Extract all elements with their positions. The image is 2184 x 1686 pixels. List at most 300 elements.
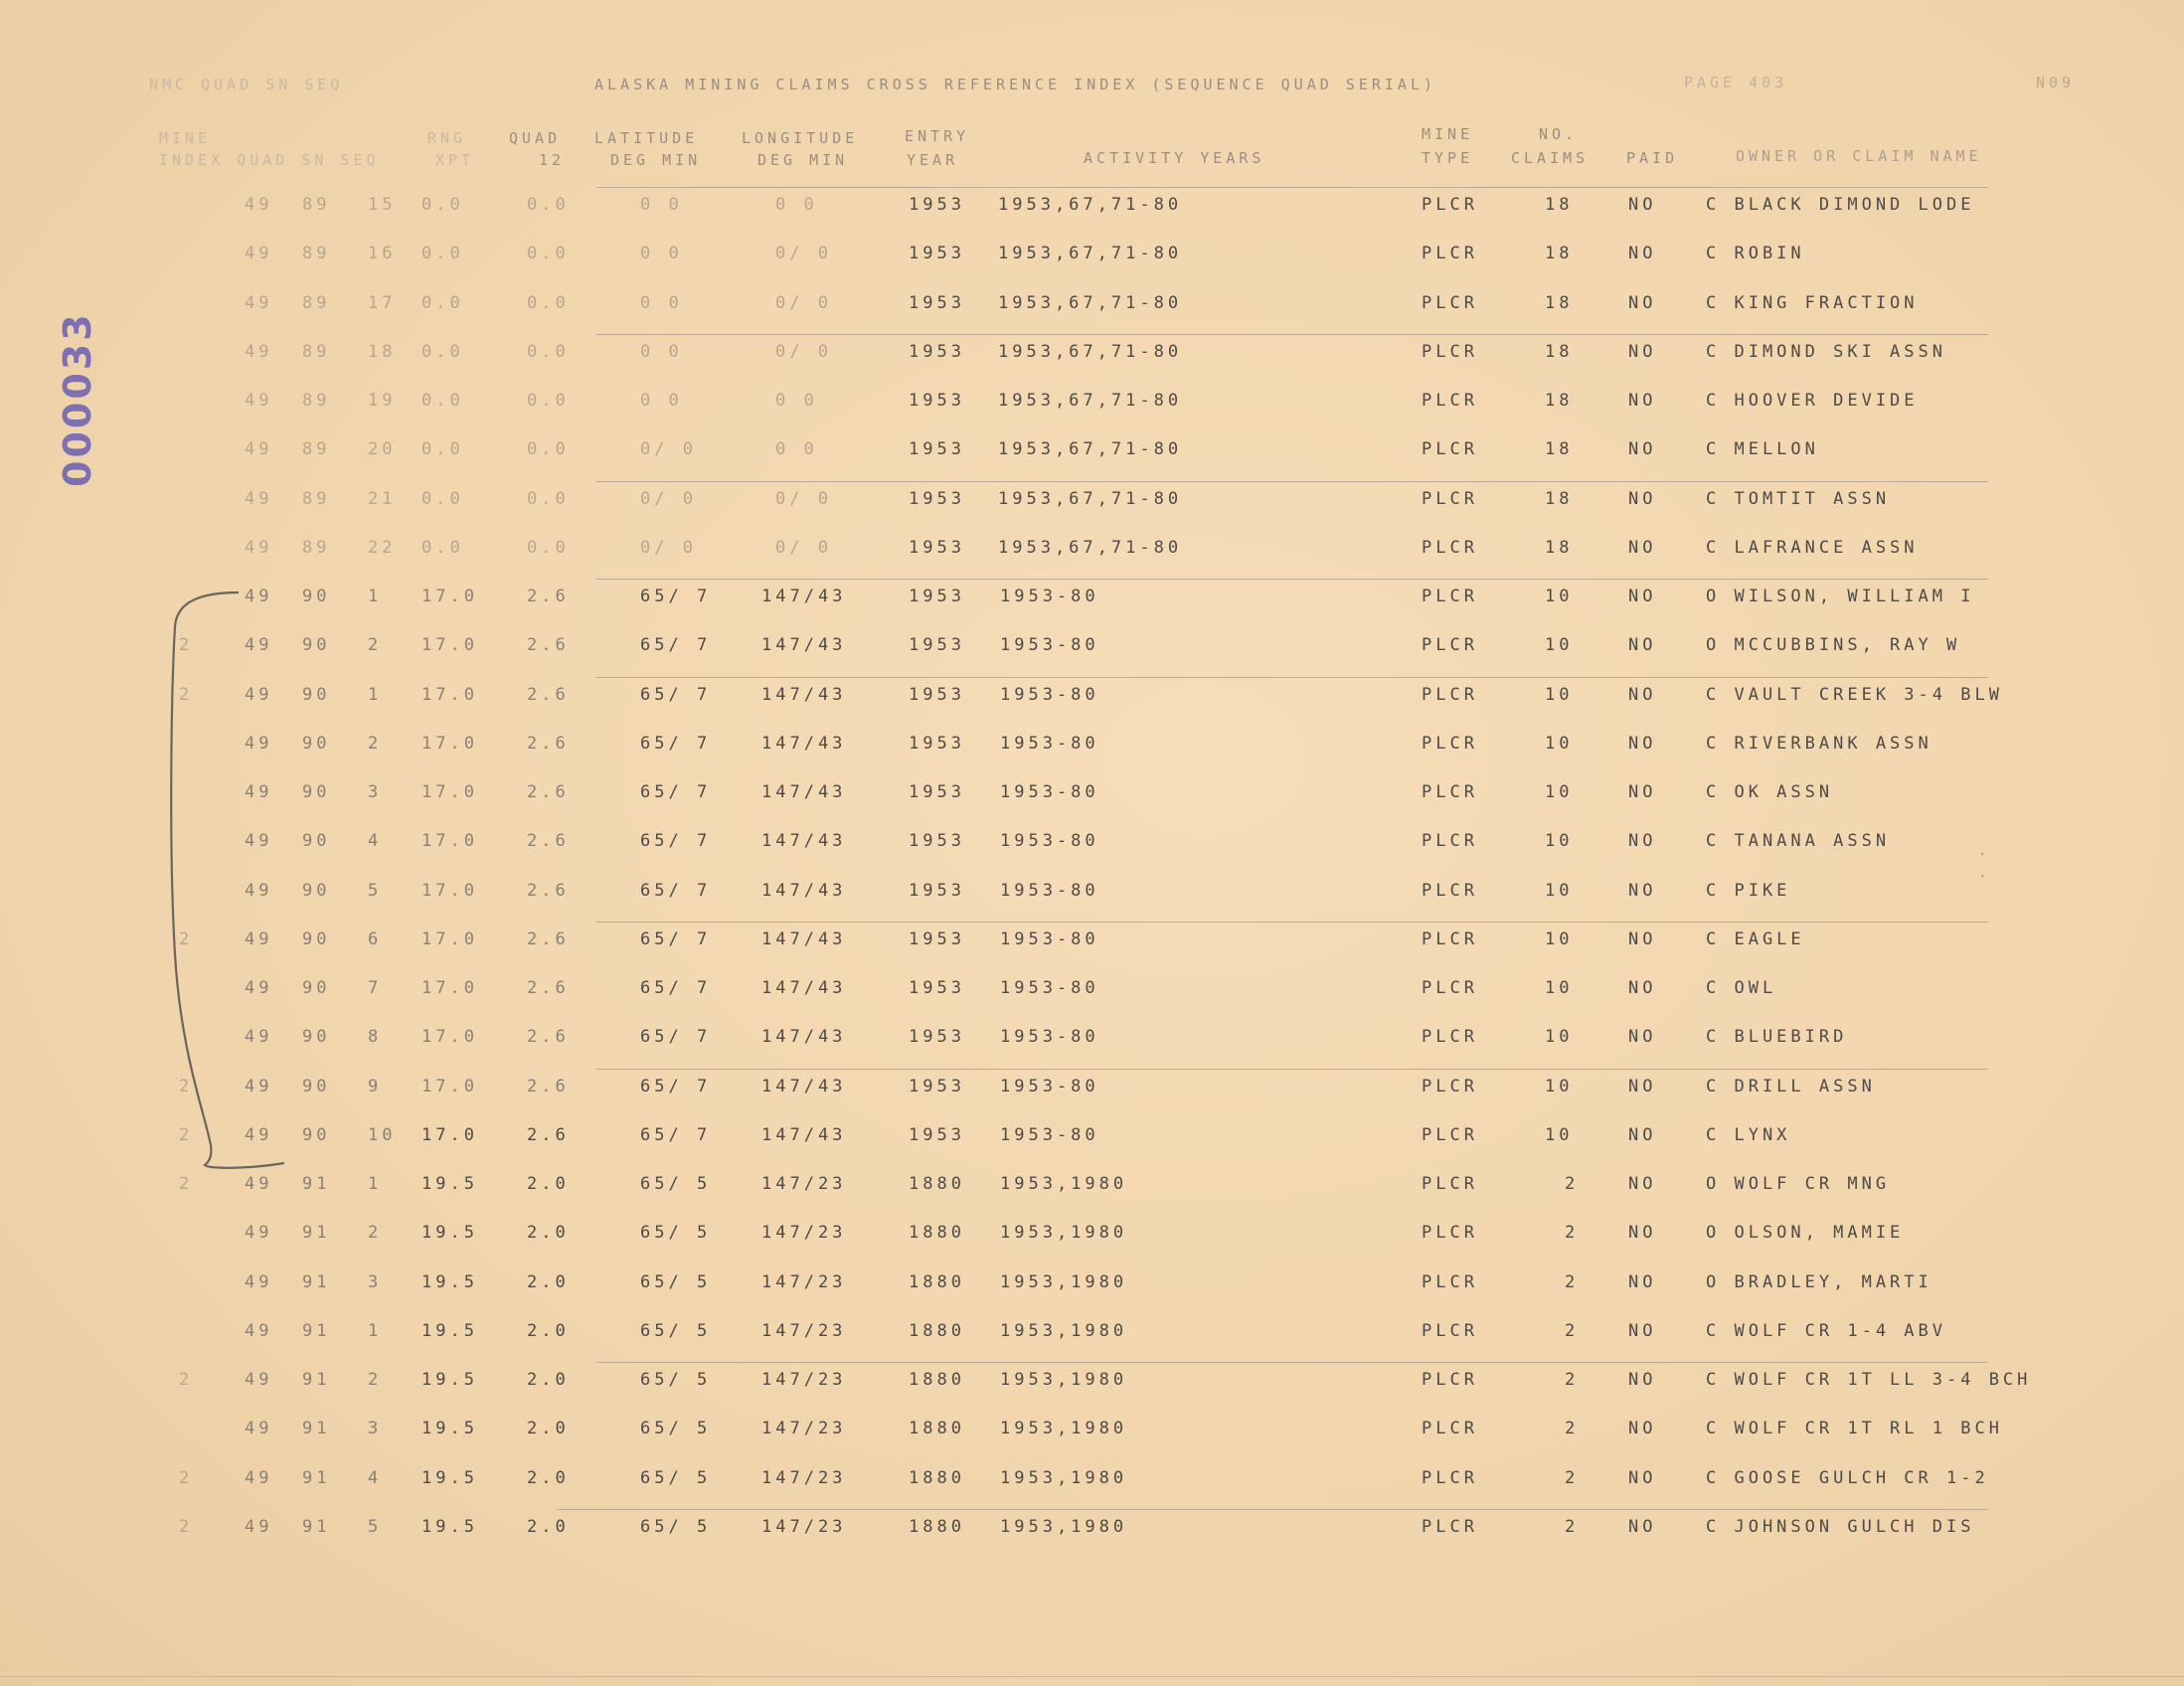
cell-lat: 65/ 7 xyxy=(640,733,712,754)
cell-q12: 2.6 xyxy=(527,587,570,606)
cell-claims: 10 xyxy=(1545,1076,1574,1096)
col-lat-degmin: DEG MIN xyxy=(610,151,702,169)
cell-claims: 2 xyxy=(1565,1223,1580,1244)
cell-q12: 2.0 xyxy=(527,1271,570,1292)
cell-quad: 49 xyxy=(245,195,273,215)
cell-activity: 1953-80 xyxy=(1000,587,1099,606)
cell-q12: 2.6 xyxy=(527,684,570,705)
cell-quad: 49 xyxy=(245,978,273,998)
cell-type: PLCR xyxy=(1422,635,1478,656)
cell-sn: 89 xyxy=(302,391,331,411)
cell-type: PLCR xyxy=(1422,1027,1478,1048)
cell-type: PLCR xyxy=(1422,880,1478,901)
cell-type: PLCR xyxy=(1422,1271,1478,1292)
cell-sn: 91 xyxy=(302,1419,331,1439)
cell-lat: 0 0 xyxy=(640,391,683,411)
cell-xpt: 0.0 xyxy=(421,488,464,509)
cell-entry: 1880 xyxy=(909,1467,965,1488)
cell-sn: 90 xyxy=(302,1027,331,1048)
cell-q12: 0.0 xyxy=(527,488,570,509)
cell-type: PLCR xyxy=(1422,244,1478,264)
cell-lat: 0 0 xyxy=(640,244,683,264)
cell-paid: NO xyxy=(1628,635,1657,656)
cell-type: PLCR xyxy=(1422,978,1478,998)
cell-xpt: 19.5 xyxy=(421,1467,478,1488)
cell-activity: 1953,67,71-80 xyxy=(998,537,1183,558)
cell-paid: NO xyxy=(1628,880,1657,901)
cell-type: PLCR xyxy=(1422,587,1478,606)
cell-quad: 49 xyxy=(245,831,273,852)
cell-quad: 49 xyxy=(245,782,273,802)
cell-activity: 1953,1980 xyxy=(1000,1516,1128,1537)
cell-sn: 90 xyxy=(302,831,331,852)
report-title: ALASKA MINING CLAIMS CROSS REFERENCE INDEX (SEQUENCE QUAD SERIAL) xyxy=(594,76,1436,93)
cell-activity: 1953,67,71-80 xyxy=(998,292,1183,313)
cell-xpt: 17.0 xyxy=(421,782,478,802)
cell-owner: C GOOSE GULCH CR 1-2 xyxy=(1706,1467,1989,1488)
cell-activity: 1953-80 xyxy=(1000,978,1099,998)
cell-lat: 65/ 7 xyxy=(640,1076,712,1096)
cell-claims: 2 xyxy=(1565,1467,1580,1488)
cell-quad: 49 xyxy=(245,537,273,558)
cell-quad: 49 xyxy=(245,244,273,264)
cell-paid: NO xyxy=(1628,1271,1657,1292)
col-longitude: LONGITUDE xyxy=(742,129,859,147)
cell-paid: NO xyxy=(1628,684,1657,705)
col-quad-b: 12 xyxy=(539,151,566,169)
cell-lat: 0 0 xyxy=(640,292,683,313)
cell-seq: 15 xyxy=(368,195,397,215)
cell-xpt: 0.0 xyxy=(421,341,464,362)
col-quad-a: QUAD xyxy=(509,129,562,147)
cell-paid: NO xyxy=(1628,831,1657,852)
cell-entry: 1880 xyxy=(909,1370,965,1390)
cell-type: PLCR xyxy=(1422,488,1478,509)
cell-lat: 65/ 5 xyxy=(640,1419,712,1439)
cell-lon: 147/43 xyxy=(761,684,847,705)
cell-q12: 2.6 xyxy=(527,880,570,901)
cell-activity: 1953,67,71-80 xyxy=(998,195,1183,215)
col-mine-a: MINE xyxy=(159,129,212,147)
cell-xpt: 17.0 xyxy=(421,928,478,949)
cell-claims: 10 xyxy=(1545,880,1574,901)
cell-paid: NO xyxy=(1628,1320,1657,1341)
cell-quad: 49 xyxy=(245,1174,273,1194)
cell-type: PLCR xyxy=(1422,292,1478,313)
cell-entry: 1880 xyxy=(909,1271,965,1292)
cell-paid: NO xyxy=(1628,1467,1657,1488)
cell-pre: 2 xyxy=(179,1467,194,1488)
cell-sn: 90 xyxy=(302,978,331,998)
cell-q12: 2.6 xyxy=(527,635,570,656)
cell-paid: NO xyxy=(1628,733,1657,754)
cell-entry: 1953 xyxy=(909,537,965,558)
cell-seq: 1 xyxy=(368,1320,383,1341)
cell-owner: C DRILL ASSN xyxy=(1706,1076,1876,1096)
cell-claims: 10 xyxy=(1545,684,1574,705)
cell-lon: 147/23 xyxy=(761,1174,847,1194)
cell-q12: 2.6 xyxy=(527,1076,570,1096)
cell-claims: 2 xyxy=(1565,1174,1580,1194)
cell-lon: 147/43 xyxy=(761,1076,847,1096)
cell-claims: 10 xyxy=(1545,831,1574,852)
cell-paid: NO xyxy=(1628,1516,1657,1537)
cell-owner: O WILSON, WILLIAM I xyxy=(1706,587,1975,606)
cell-lon: 0 0 xyxy=(775,195,818,215)
cell-pre: 2 xyxy=(179,1516,194,1537)
cell-pre: 2 xyxy=(179,1370,194,1390)
cell-quad: 49 xyxy=(245,733,273,754)
col-rng-b: XPT xyxy=(435,151,475,169)
cell-seq: 5 xyxy=(368,880,383,901)
cell-claims: 18 xyxy=(1545,488,1574,509)
cell-claims: 2 xyxy=(1565,1370,1580,1390)
cell-quad: 49 xyxy=(245,1027,273,1048)
header-left: NMC QUAD SN SEQ xyxy=(149,76,344,93)
col-mine-b: INDEX QUAD SN SEQ xyxy=(159,151,380,169)
cell-paid: NO xyxy=(1628,341,1657,362)
cell-lon: 147/43 xyxy=(761,733,847,754)
cell-sn: 89 xyxy=(302,292,331,313)
cell-xpt: 19.5 xyxy=(421,1516,478,1537)
cell-quad: 49 xyxy=(245,928,273,949)
cell-paid: NO xyxy=(1628,292,1657,313)
cell-entry: 1953 xyxy=(909,488,965,509)
cell-sn: 89 xyxy=(302,439,331,460)
cell-quad: 49 xyxy=(245,1271,273,1292)
cell-lat: 65/ 7 xyxy=(640,635,712,656)
cell-seq: 7 xyxy=(368,978,383,998)
cell-type: PLCR xyxy=(1422,1223,1478,1244)
cell-owner: C WOLF CR 1T LL 3-4 BCH xyxy=(1706,1370,2032,1390)
cell-quad: 49 xyxy=(245,1419,273,1439)
cell-lon: 147/23 xyxy=(761,1223,847,1244)
cell-sn: 90 xyxy=(302,733,331,754)
cell-paid: NO xyxy=(1628,1027,1657,1048)
cell-xpt: 0.0 xyxy=(421,292,464,313)
cell-seq: 10 xyxy=(368,1124,397,1145)
cell-entry: 1953 xyxy=(909,292,965,313)
cell-lon: 0/ 0 xyxy=(775,244,832,264)
cell-sn: 91 xyxy=(302,1370,331,1390)
cell-xpt: 17.0 xyxy=(421,1027,478,1048)
cell-xpt: 19.5 xyxy=(421,1271,478,1292)
cell-claims: 10 xyxy=(1545,635,1574,656)
cell-owner: C MELLON xyxy=(1706,439,1819,460)
cell-type: PLCR xyxy=(1422,1467,1478,1488)
cell-sn: 91 xyxy=(302,1174,331,1194)
cell-quad: 49 xyxy=(245,1076,273,1096)
cell-type: PLCR xyxy=(1422,1370,1478,1390)
cell-owner: C JOHNSON GULCH DIS xyxy=(1706,1516,1975,1537)
cell-lat: 65/ 7 xyxy=(640,928,712,949)
cell-activity: 1953-80 xyxy=(1000,635,1099,656)
cell-entry: 1953 xyxy=(909,782,965,802)
cell-claims: 10 xyxy=(1545,1124,1574,1145)
cell-quad: 49 xyxy=(245,1516,273,1537)
cell-type: PLCR xyxy=(1422,1076,1478,1096)
cell-owner: C HOOVER DEVIDE xyxy=(1706,391,1919,411)
cell-lon: 0/ 0 xyxy=(775,488,832,509)
col-claims-a: NO. xyxy=(1539,125,1579,143)
cell-activity: 1953,1980 xyxy=(1000,1419,1128,1439)
cell-xpt: 17.0 xyxy=(421,587,478,606)
cell-lon: 0/ 0 xyxy=(775,292,832,313)
cell-entry: 1953 xyxy=(909,195,965,215)
cell-owner: C ROBIN xyxy=(1706,244,1805,264)
cell-type: PLCR xyxy=(1422,341,1478,362)
cell-seq: 3 xyxy=(368,1419,383,1439)
cell-activity: 1953,67,71-80 xyxy=(998,341,1183,362)
cell-sn: 89 xyxy=(302,341,331,362)
cell-seq: 16 xyxy=(368,244,397,264)
stamp-number: 000033 xyxy=(56,311,99,487)
cell-lat: 65/ 5 xyxy=(640,1467,712,1488)
cell-quad: 49 xyxy=(245,488,273,509)
cell-claims: 2 xyxy=(1565,1516,1580,1537)
cell-q12: 2.6 xyxy=(527,928,570,949)
red-pen-mark-2: · xyxy=(1978,869,1987,885)
cell-quad: 49 xyxy=(245,292,273,313)
cell-lat: 65/ 5 xyxy=(640,1320,712,1341)
cell-paid: NO xyxy=(1628,1223,1657,1244)
cell-activity: 1953-80 xyxy=(1000,831,1099,852)
cell-pre: 2 xyxy=(179,1076,194,1096)
cell-claims: 10 xyxy=(1545,978,1574,998)
cell-lat: 0/ 0 xyxy=(640,537,697,558)
cell-owner: C BLACK DIMOND LODE xyxy=(1706,195,1975,215)
cell-sn: 90 xyxy=(302,928,331,949)
cell-quad: 49 xyxy=(245,880,273,901)
cell-xpt: 19.5 xyxy=(421,1370,478,1390)
cell-pre: 2 xyxy=(179,1174,194,1194)
cell-lon: 147/43 xyxy=(761,928,847,949)
cell-claims: 2 xyxy=(1565,1271,1580,1292)
cell-pre: 2 xyxy=(179,635,194,656)
cell-type: PLCR xyxy=(1422,1174,1478,1194)
cell-q12: 2.6 xyxy=(527,782,570,802)
cell-xpt: 17.0 xyxy=(421,978,478,998)
cell-paid: NO xyxy=(1628,978,1657,998)
cell-activity: 1953-80 xyxy=(1000,1027,1099,1048)
cell-type: PLCR xyxy=(1422,831,1478,852)
cell-owner: O MCCUBBINS, RAY W xyxy=(1706,635,1961,656)
cell-type: PLCR xyxy=(1422,195,1478,215)
cell-activity: 1953-80 xyxy=(1000,733,1099,754)
cell-owner: C LAFRANCE ASSN xyxy=(1706,537,1919,558)
cell-sn: 91 xyxy=(302,1223,331,1244)
cell-paid: NO xyxy=(1628,1370,1657,1390)
cell-q12: 0.0 xyxy=(527,341,570,362)
cell-lon: 147/43 xyxy=(761,831,847,852)
cell-lat: 65/ 5 xyxy=(640,1223,712,1244)
cell-activity: 1953-80 xyxy=(1000,1124,1099,1145)
cell-entry: 1953 xyxy=(909,1027,965,1048)
cell-owner: C TANANA ASSN xyxy=(1706,831,1891,852)
cell-type: PLCR xyxy=(1422,1320,1478,1341)
cell-activity: 1953,1980 xyxy=(1000,1467,1128,1488)
cell-q12: 2.6 xyxy=(527,978,570,998)
cell-q12: 0.0 xyxy=(527,244,570,264)
cell-lon: 147/23 xyxy=(761,1467,847,1488)
col-entry: ENTRY xyxy=(905,127,970,145)
cell-entry: 1953 xyxy=(909,587,965,606)
col-latitude: LATITUDE xyxy=(594,129,699,147)
cell-activity: 1953,67,71-80 xyxy=(998,391,1183,411)
cell-lat: 65/ 7 xyxy=(640,1124,712,1145)
cell-sn: 90 xyxy=(302,635,331,656)
cell-sn: 91 xyxy=(302,1467,331,1488)
cell-pre: 2 xyxy=(179,1124,194,1145)
cell-lon: 147/43 xyxy=(761,880,847,901)
cell-type: PLCR xyxy=(1422,1124,1478,1145)
cell-activity: 1953,1980 xyxy=(1000,1174,1128,1194)
cell-claims: 18 xyxy=(1545,537,1574,558)
cell-q12: 2.0 xyxy=(527,1370,570,1390)
cell-claims: 18 xyxy=(1545,439,1574,460)
cell-seq: 22 xyxy=(368,537,397,558)
cell-seq: 20 xyxy=(368,439,397,460)
cell-quad: 49 xyxy=(245,1370,273,1390)
cell-seq: 8 xyxy=(368,1027,383,1048)
cell-lon: 147/23 xyxy=(761,1419,847,1439)
cell-seq: 2 xyxy=(368,1223,383,1244)
cell-lat: 65/ 5 xyxy=(640,1174,712,1194)
cell-seq: 18 xyxy=(368,341,397,362)
cell-quad: 49 xyxy=(245,684,273,705)
cell-entry: 1880 xyxy=(909,1174,965,1194)
cell-paid: NO xyxy=(1628,244,1657,264)
col-activity-years: ACTIVITY YEARS xyxy=(1084,149,1265,167)
cell-xpt: 17.0 xyxy=(421,733,478,754)
cell-lon: 147/43 xyxy=(761,782,847,802)
cell-quad: 49 xyxy=(245,1320,273,1341)
cell-entry: 1953 xyxy=(909,928,965,949)
cell-q12: 2.6 xyxy=(527,831,570,852)
cell-owner: C RIVERBANK ASSN xyxy=(1706,733,1932,754)
cell-paid: NO xyxy=(1628,1076,1657,1096)
cell-seq: 4 xyxy=(368,831,383,852)
cell-activity: 1953,1980 xyxy=(1000,1370,1128,1390)
cell-lat: 65/ 7 xyxy=(640,587,712,606)
cell-sn: 90 xyxy=(302,782,331,802)
cell-entry: 1953 xyxy=(909,635,965,656)
cell-type: PLCR xyxy=(1422,1516,1478,1537)
cell-xpt: 19.5 xyxy=(421,1174,478,1194)
cell-seq: 21 xyxy=(368,488,397,509)
cell-lon: 147/23 xyxy=(761,1370,847,1390)
cell-sn: 89 xyxy=(302,488,331,509)
cell-activity: 1953,67,71-80 xyxy=(998,244,1183,264)
cell-xpt: 19.5 xyxy=(421,1320,478,1341)
cell-activity: 1953,67,71-80 xyxy=(998,439,1183,460)
cell-entry: 1880 xyxy=(909,1223,965,1244)
cell-claims: 18 xyxy=(1545,391,1574,411)
red-pen-mark: · xyxy=(1978,847,1987,863)
cell-xpt: 0.0 xyxy=(421,537,464,558)
cell-seq: 1 xyxy=(368,587,383,606)
cell-owner: C TOMTIT ASSN xyxy=(1706,488,1891,509)
cell-type: PLCR xyxy=(1422,439,1478,460)
cell-claims: 2 xyxy=(1565,1320,1580,1341)
cell-lat: 0 0 xyxy=(640,195,683,215)
page-number: PAGE 403 xyxy=(1684,74,1788,91)
col-mine-type-a: MINE xyxy=(1422,125,1474,143)
cell-xpt: 0.0 xyxy=(421,195,464,215)
cell-xpt: 19.5 xyxy=(421,1419,478,1439)
cell-xpt: 19.5 xyxy=(421,1223,478,1244)
header-right: N09 xyxy=(2036,74,2076,91)
cell-sn: 89 xyxy=(302,244,331,264)
cell-lon: 0 0 xyxy=(775,439,818,460)
cell-lat: 65/ 5 xyxy=(640,1370,712,1390)
cell-sn: 90 xyxy=(302,684,331,705)
cell-seq: 9 xyxy=(368,1076,383,1096)
cell-type: PLCR xyxy=(1422,782,1478,802)
cell-quad: 49 xyxy=(245,439,273,460)
cell-claims: 10 xyxy=(1545,733,1574,754)
cell-entry: 1953 xyxy=(909,1076,965,1096)
cell-seq: 2 xyxy=(368,635,383,656)
cell-q12: 2.0 xyxy=(527,1467,570,1488)
cell-xpt: 17.0 xyxy=(421,684,478,705)
cell-lon: 147/43 xyxy=(761,587,847,606)
cell-lon: 147/43 xyxy=(761,978,847,998)
cell-type: PLCR xyxy=(1422,733,1478,754)
cell-lon: 147/43 xyxy=(761,1124,847,1145)
cell-seq: 6 xyxy=(368,928,383,949)
cell-seq: 17 xyxy=(368,292,397,313)
cell-activity: 1953-80 xyxy=(1000,782,1099,802)
cell-paid: NO xyxy=(1628,1124,1657,1145)
col-year: YEAR xyxy=(907,151,959,169)
cell-quad: 49 xyxy=(245,1467,273,1488)
cell-entry: 1880 xyxy=(909,1516,965,1537)
cell-lat: 65/ 7 xyxy=(640,978,712,998)
col-mine-type-b: TYPE xyxy=(1422,149,1474,167)
cell-type: PLCR xyxy=(1422,928,1478,949)
cell-q12: 0.0 xyxy=(527,537,570,558)
cell-paid: NO xyxy=(1628,537,1657,558)
cell-lon: 0/ 0 xyxy=(775,341,832,362)
cell-entry: 1880 xyxy=(909,1419,965,1439)
cell-q12: 2.6 xyxy=(527,1124,570,1145)
cell-pre: 2 xyxy=(179,928,194,949)
cell-paid: NO xyxy=(1628,782,1657,802)
cell-lon: 0/ 0 xyxy=(775,537,832,558)
cell-sn: 91 xyxy=(302,1516,331,1537)
cell-entry: 1953 xyxy=(909,341,965,362)
cell-sn: 90 xyxy=(302,880,331,901)
cell-paid: NO xyxy=(1628,195,1657,215)
cell-seq: 19 xyxy=(368,391,397,411)
cell-xpt: 0.0 xyxy=(421,439,464,460)
cell-claims: 18 xyxy=(1545,341,1574,362)
cell-quad: 49 xyxy=(245,587,273,606)
cell-owner: C LYNX xyxy=(1706,1124,1791,1145)
cell-xpt: 17.0 xyxy=(421,1076,478,1096)
cell-lon: 147/23 xyxy=(761,1320,847,1341)
cell-lat: 65/ 7 xyxy=(640,1027,712,1048)
cell-lat: 65/ 5 xyxy=(640,1271,712,1292)
cell-q12: 2.6 xyxy=(527,733,570,754)
cell-seq: 2 xyxy=(368,733,383,754)
cell-paid: NO xyxy=(1628,928,1657,949)
cell-activity: 1953,1980 xyxy=(1000,1320,1128,1341)
cell-xpt: 0.0 xyxy=(421,391,464,411)
cell-entry: 1953 xyxy=(909,391,965,411)
cell-paid: NO xyxy=(1628,1174,1657,1194)
